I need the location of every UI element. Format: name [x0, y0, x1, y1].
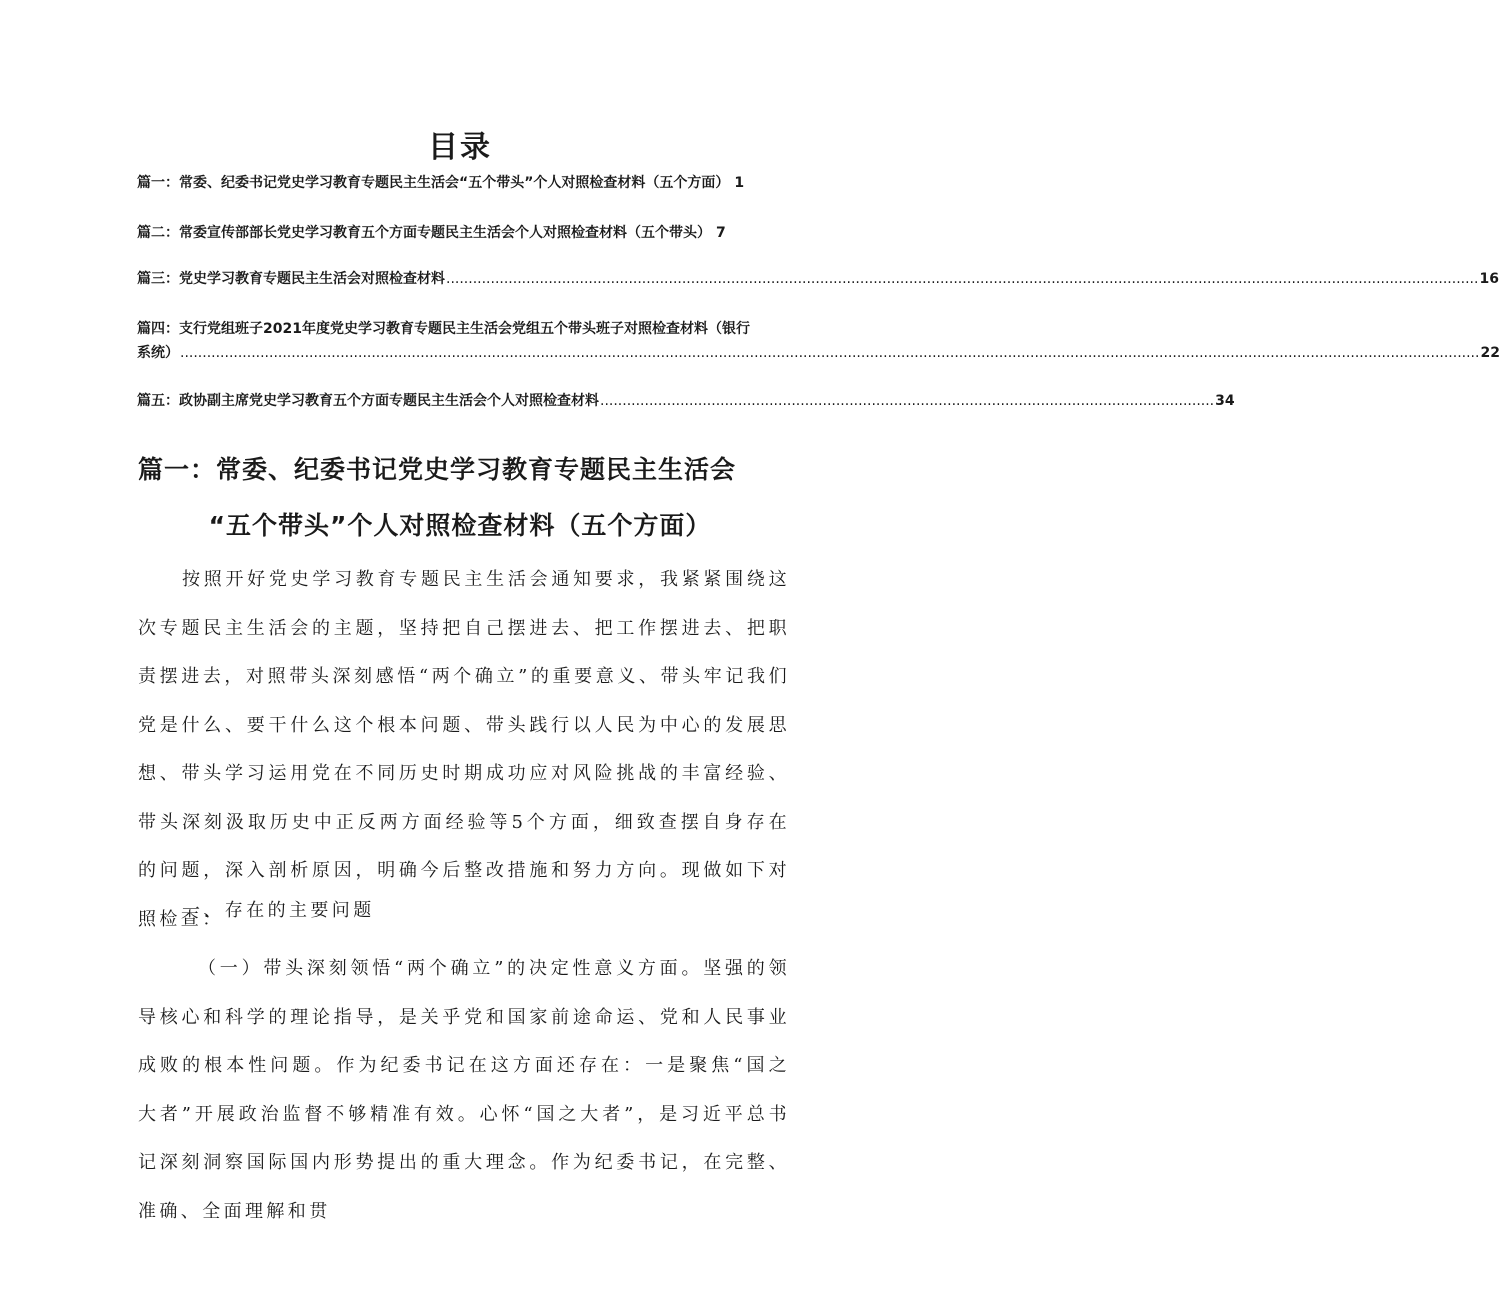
toc-entry-5[interactable] [137, 390, 1235, 412]
toc-entry-text-continued: 系统） [137, 345, 179, 361]
toc-entry-text: 篇一：常委、纪委书记党史学习教育专题民主生活会“五个带头”个人对照检查材料（五个方面） [137, 175, 730, 191]
toc-entry-4[interactable] [137, 318, 1500, 364]
section-heading-line2: “五个带头”个人对照检查材料（五个方面） [208, 511, 712, 540]
toc-entry-text: 篇三：党史学习教育专题民主生活会对照检查材料 [137, 271, 445, 287]
toc-entry-page: 7 [716, 225, 726, 241]
toc-entry-page: 34 [1215, 393, 1235, 409]
toc-entry-text: 篇四：支行党组班子2021年度党史学习教育专题民主生活会党组五个带头班子对照检查材料（银行 [137, 321, 750, 337]
intro-paragraph: 按照开好党史学习教育专题民主生活会通知要求，我紧紧围绕这次专题民主生活会的主题，坚持把自己摆进去、把工作摆进去、把职责摆进去，对照带头深刻感悟“两个确立”的重要意义、带头牢记我们党是什么、要干什么这个根本问题、带头践行以人民为中心的发展思想、带头学习运用党在不同历史时期成功应对风险挑战的丰富经验、带头深刻汲取历史中正反两方面经验等5个方面，细致查摆自身存在的问题，深入剖析原因，明确今后整改措施和努力方向。现做如下对照检查： [138, 569, 790, 930]
toc-entry-page: 16 [1479, 271, 1499, 287]
toc-leader-dots: .................................................................................................................................................................................................................................................................................................... [180, 345, 1480, 361]
toc-entry-2[interactable] [137, 222, 785, 244]
toc-title: 目录 [428, 130, 492, 165]
toc-entry-page: 1 [734, 175, 745, 191]
toc-leader-dots: .......................................................................................................................................... [600, 393, 1215, 409]
toc-entry-text: 篇二：常委宣传部部长党史学习教育五个方面专题民主生活会个人对照检查材料（五个带头） [137, 225, 711, 241]
toc-entry-text: 篇五：政协副主席党史学习教育五个方面专题民主生活会个人对照检查材料 [137, 393, 599, 409]
toc-entry-page: 22 [1480, 345, 1500, 361]
toc-leader-dots: ........................................................................................................................................................................................................................................ [446, 271, 1479, 287]
toc-entry-1[interactable] [137, 172, 785, 194]
subheading-main-problems: 一、存在的主要问题 [182, 900, 375, 921]
point1-paragraph: （一）带头深刻领悟“两个确立”的决定性意义方面。坚强的领导核心和科学的理论指导，是关乎党和国家前途命运、党和人民事业成败的根本性问题。作为纪委书记在这方面还存在：一是聚焦“国之大者”开展政治监督不够精准有效。心怀“国之大者”，是习近平总书记深刻洞察国际国内形势提出的重大理念。作为纪委书记，在完整、准确、全面理解和贯 [138, 958, 790, 1222]
section-heading-line1: 篇一：常委、纪委书记党史学习教育专题民主生活会 [138, 455, 737, 484]
toc-entry-3[interactable] [137, 268, 1499, 290]
